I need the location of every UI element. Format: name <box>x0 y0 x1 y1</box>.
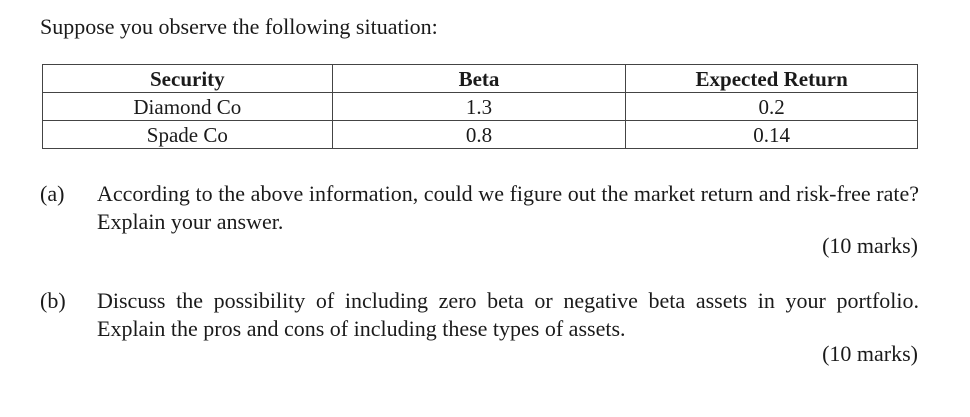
question-a-label: (a) <box>40 181 65 206</box>
cell-beta: 1.3 <box>332 93 626 121</box>
table-header-row <box>43 65 918 93</box>
cell-security: Spade Co <box>43 121 333 149</box>
header-beta: Beta <box>332 65 626 93</box>
question-b-label: (b) <box>40 288 66 313</box>
question-b-text: Discuss the possibility of including zero beta or negative beta assets in your portfolio. Explain the pros and cons of including these types of assets. <box>97 288 919 341</box>
table-row <box>43 121 918 149</box>
table-row <box>43 93 918 121</box>
question-b-marks: (10 marks) <box>822 341 918 366</box>
header-security: Security <box>43 65 333 93</box>
security-table <box>42 64 918 149</box>
question-a-marks: (10 marks) <box>822 233 918 258</box>
intro-text: Suppose you observe the following situation: <box>40 14 438 39</box>
cell-security: Diamond Co <box>43 93 333 121</box>
question-a-text: According to the above information, could we figure out the market return and risk-free rate? Explain your answer. <box>97 181 919 234</box>
header-expected-return: Expected Return <box>626 65 918 93</box>
cell-beta: 0.8 <box>332 121 626 149</box>
cell-expected-return: 0.2 <box>626 93 918 121</box>
cell-expected-return: 0.14 <box>626 121 918 149</box>
